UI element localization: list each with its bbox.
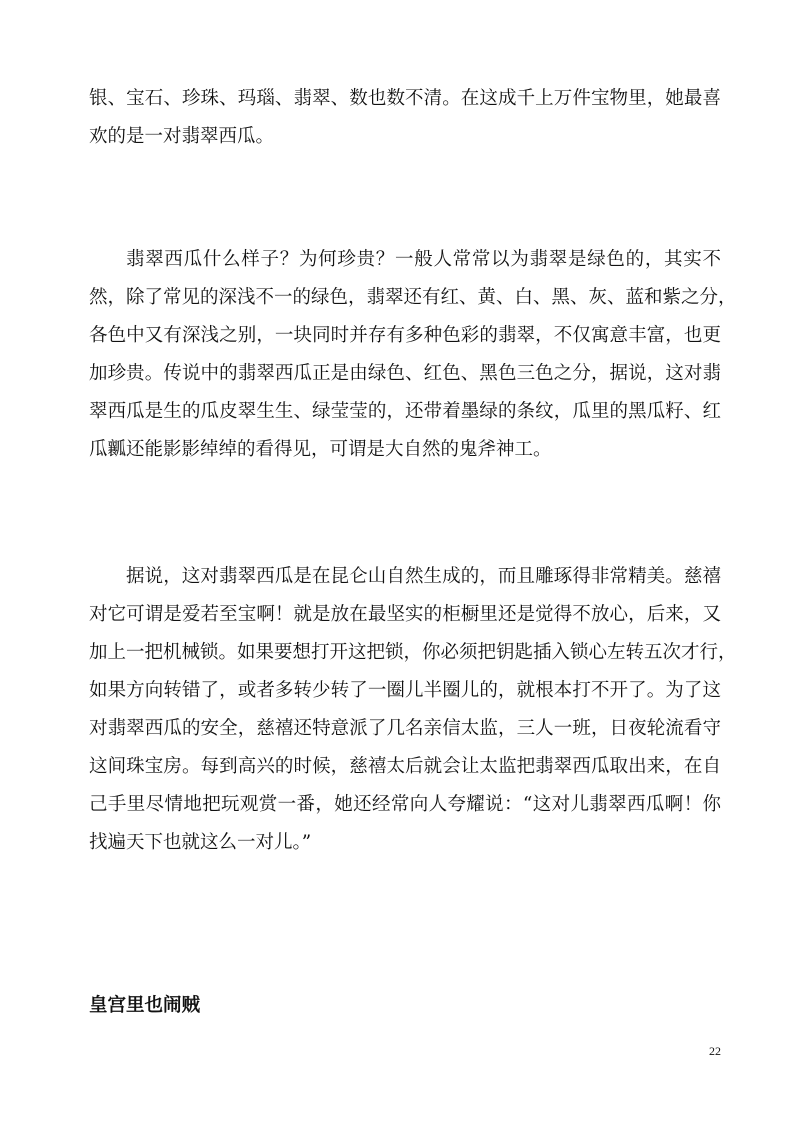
body-text-line: 然，除了常见的深浅不一的绿色，翡翠还有红、黄、白、黑、灰、蓝和紫之分， xyxy=(89,287,737,308)
section-heading: 皇宫里也闹贼 xyxy=(89,995,201,1016)
body-text-line: 各色中又有深浅之别，一块同时并存有多种色彩的翡翠，不仅寓意丰富，也更 xyxy=(89,325,721,346)
body-text-line: 加珍贵。传说中的翡翠西瓜正是由绿色、红色、黑色三色之分，据说，这对翡 xyxy=(89,363,721,384)
body-text-line: 己手里尽情地把玩观赏一番，她还经常向人夸耀说：“这对儿翡翠西瓜啊！你 xyxy=(89,794,721,815)
body-text-line: 找遍天下也就这么一对儿。” xyxy=(89,832,312,853)
body-text-line: 银、宝石、珍珠、玛瑙、翡翠、数也数不清。在这成千上万件宝物里，她最喜 xyxy=(89,88,721,109)
body-text-line: 如果方向转错了，或者多转少转了一圈儿半圈儿的，就根本打不开了。为了这 xyxy=(89,680,721,701)
body-text-line: 加上一把机械锁。如果要想打开这把锁，你必须把钥匙插入锁心左转五次才行， xyxy=(89,642,737,663)
body-text-line: 据说，这对翡翠西瓜是在昆仑山自然生成的，而且雕琢得非常精美。慈禧 xyxy=(126,566,721,587)
page-number: 22 xyxy=(709,1044,721,1058)
body-text-line: 对它可谓是爱若至宝啊！就是放在最坚实的柜橱里还是觉得不放心，后来，又 xyxy=(89,604,721,625)
body-text-line: 翡翠西瓜什么样子？为何珍贵？一般人常常以为翡翠是绿色的，其实不 xyxy=(126,249,721,270)
body-text-line: 对翡翠西瓜的安全，慈禧还特意派了几名亲信太监，三人一班，日夜轮流看守 xyxy=(89,718,721,739)
body-text-line: 翠西瓜是生的瓜皮翠生生、绿莹莹的，还带着墨绿的条纹，瓜里的黑瓜籽、红 xyxy=(89,401,721,422)
body-text-line: 欢的是一对翡翠西瓜。 xyxy=(89,126,275,147)
body-text-line: 这间珠宝房。每到高兴的时候，慈禧太后就会让太监把翡翠西瓜取出来，在自 xyxy=(89,756,721,777)
body-text-line: 瓜瓤还能影影绰绰的看得见，可谓是大自然的鬼斧神工。 xyxy=(89,439,552,460)
